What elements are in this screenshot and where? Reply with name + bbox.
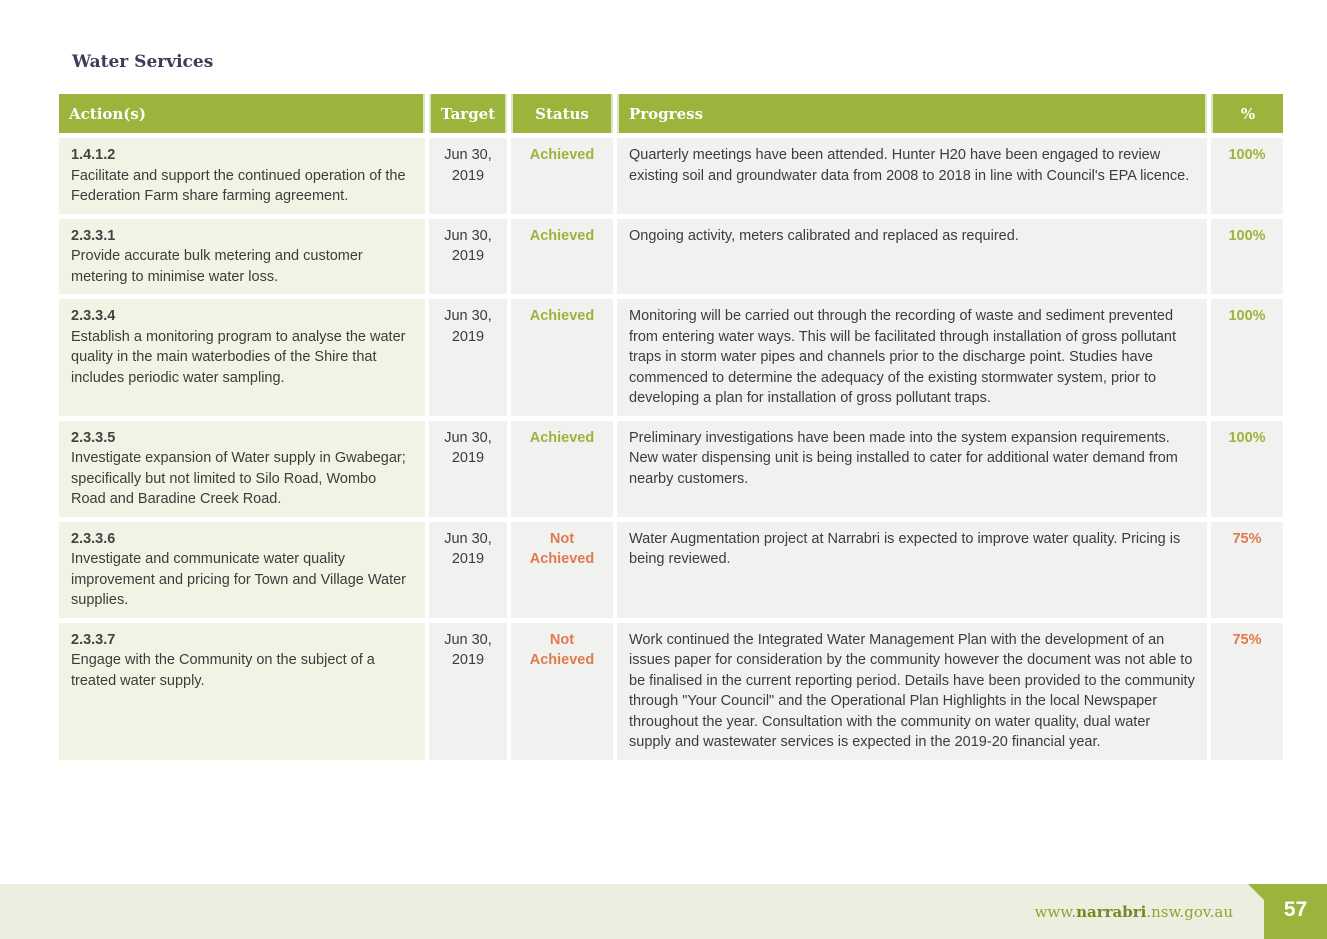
header-actions: Action(s) (59, 94, 425, 133)
target-cell: Jun 30, 2019 (429, 219, 507, 295)
status-cell: Not Achieved (511, 623, 613, 760)
status-cell: Achieved (511, 421, 613, 517)
action-text: Investigate and communicate water quality improvement and pricing for Town and Village Water supplies. (71, 551, 407, 608)
percent-cell: 100% (1211, 138, 1283, 214)
status-cell: Achieved (511, 219, 613, 295)
header-percent: % (1211, 94, 1283, 133)
action-text: Engage with the Community on the subject of a treated water supply. (71, 652, 375, 689)
target-cell: Jun 30, 2019 (429, 421, 507, 517)
target-cell: Jun 30, 2019 (429, 299, 507, 416)
section-title: Water Services (72, 52, 214, 72)
progress-cell: Water Augmentation project at Narrabri is expected to improve water quality. Pricing is being reviewed. (617, 522, 1207, 618)
percent-cell: 75% (1211, 623, 1283, 760)
progress-cell: Monitoring will be carried out through the recording of waste and sediment prevented from entering water ways. This will be facilitated through installation of gross pollutant traps in storm water pipes and channels prior to the discharge point. Studies have commenced to determine the adequacy of the existing stormwater system, prior to developing a plan for installation of gross pollutant traps. (617, 299, 1207, 416)
action-code: 2.3.3.7 (71, 631, 116, 648)
action-cell (59, 219, 425, 295)
header-target: Target (429, 94, 507, 133)
action-cell (59, 299, 425, 416)
header-progress: Progress (617, 94, 1207, 133)
header-status: Status (511, 94, 613, 133)
percent-cell: 100% (1211, 219, 1283, 295)
page-number: 57 (1283, 898, 1308, 921)
action-code: 2.3.3.5 (71, 429, 116, 446)
action-cell (59, 421, 425, 517)
progress-cell: Ongoing activity, meters calibrated and replaced as required. (617, 219, 1207, 295)
target-cell: Jun 30, 2019 (429, 623, 507, 760)
action-code: 2.3.3.6 (71, 530, 116, 547)
status-cell: Achieved (511, 299, 613, 416)
percent-cell: 100% (1211, 299, 1283, 416)
action-cell (59, 138, 425, 214)
target-cell: Jun 30, 2019 (429, 138, 507, 214)
action-code: 2.3.3.4 (71, 308, 116, 324)
action-cell (59, 623, 425, 760)
percent-cell: 100% (1211, 421, 1283, 517)
status-cell: Achieved (511, 138, 613, 214)
target-cell: Jun 30, 2019 (429, 522, 507, 618)
action-text: Facilitate and support the continued operation of the Federation Farm share farming agreement. (71, 167, 406, 204)
action-text: Establish a monitoring program to analyse the water quality in the main waterbodies of the Shire that includes periodic water sampling. (71, 328, 406, 386)
action-code: 1.4.1.2 (71, 147, 116, 163)
progress-cell: Preliminary investigations have been made into the system expansion requirements. New water dispensing unit is being installed to cater for additional water demand from nearby customers. (617, 421, 1207, 517)
footer-website: www.narrabri.nsw.gov.au (1034, 903, 1233, 921)
actions-table (59, 94, 1268, 760)
progress-cell: Quarterly meetings have been attended. Hunter H20 have been engaged to review existing soil and groundwater data from 2008 to 2018 in line with Council's EPA licence. (617, 138, 1207, 214)
percent-cell: 75% (1211, 522, 1283, 618)
action-text: Provide accurate bulk metering and customer metering to minimise water loss. (71, 248, 363, 285)
action-code: 2.3.3.1 (71, 227, 116, 244)
status-cell: Not Achieved (511, 522, 613, 618)
action-text: Investigate expansion of Water supply in Gwabegar; specifically but not limited to Silo Road, Wombo Road and Baradine Creek Road. (71, 450, 406, 507)
progress-cell: Work continued the Integrated Water Management Plan with the development of an issues paper for consideration by the community however the document was not able to be finalised in the current reporting period. Details have been provided to the community through "Your Council" and the Operational Plan Highlights in the local Newspaper throughout the year. Consultation with the community on water quality, dual water supply and wastewater services is expected in the 2019-20 financial year. (617, 623, 1207, 760)
action-cell (59, 522, 425, 618)
